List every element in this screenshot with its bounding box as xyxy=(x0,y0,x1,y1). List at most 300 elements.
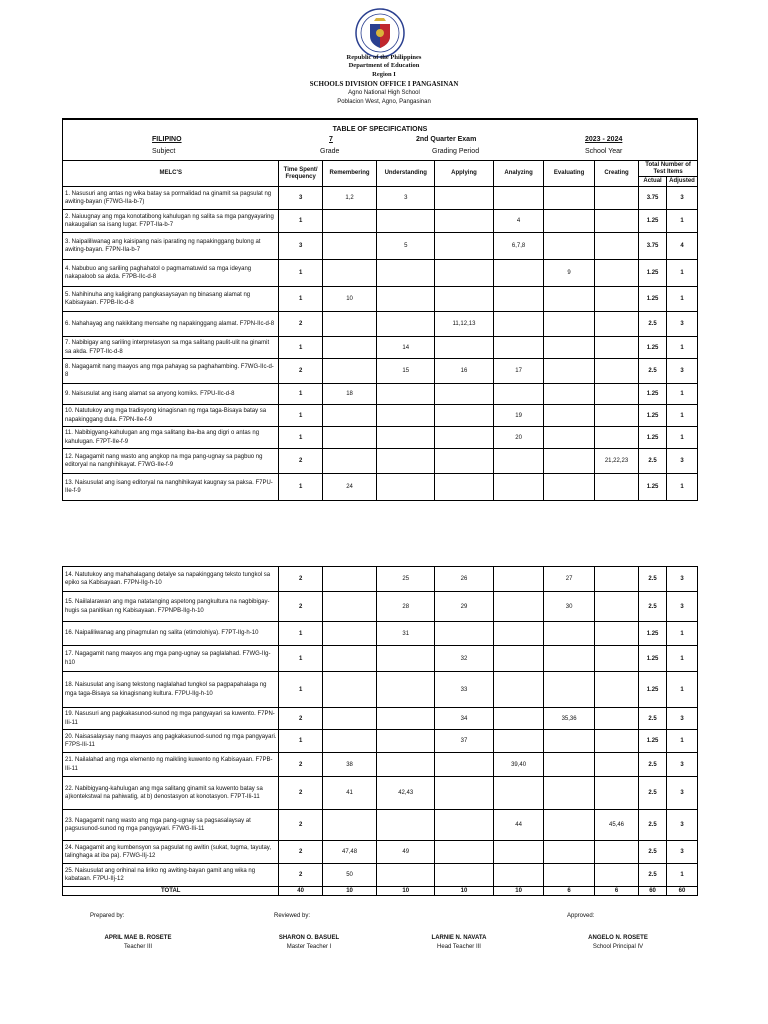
cell-remembering: 18 xyxy=(322,384,377,405)
cell-creating xyxy=(594,287,638,312)
cell-creating xyxy=(594,567,638,592)
tos-table-part2 xyxy=(62,566,698,896)
melc-text: 18. Naisusulat ang isang tekstong naglalahad tungkol sa pagpapahalaga ng mga taga-Bisaya sa kinagisnang kultura. F7PU-IIg-h-10 xyxy=(63,672,279,708)
cell-applying: 34 xyxy=(435,708,494,730)
cell-analyzing xyxy=(493,187,544,210)
cell-creating xyxy=(594,405,638,427)
cell-adjusted: 3 xyxy=(666,312,697,337)
subject-value: FILIPINO xyxy=(152,136,182,143)
cell-analyzing xyxy=(493,708,544,730)
cell-actual: 1.25 xyxy=(639,474,667,501)
cell-understanding xyxy=(377,427,435,449)
cell-actual: 2.5 xyxy=(639,864,667,887)
reviewer1-name: SHARON O. BASUEL xyxy=(278,935,340,941)
melc-text: 22. Nabibigyang-kahulugan ang mga salitang ginamit sa kuwento batay sa a)kontekstwal na pahiwatig, at b) denostasyon at konotasyon. F7PT-IIi-11 xyxy=(63,777,279,810)
tos-table-part1 xyxy=(62,160,698,501)
cell-applying xyxy=(435,337,494,359)
cell-actual: 2.5 xyxy=(639,708,667,730)
totals-row xyxy=(63,887,698,896)
cell-applying xyxy=(435,777,494,810)
cell-remembering xyxy=(322,730,377,753)
cell-analyzing xyxy=(493,567,544,592)
cell-understanding xyxy=(377,474,435,501)
cell-applying xyxy=(435,384,494,405)
header-republic: Republic of the Philippines xyxy=(346,54,422,61)
cell-applying xyxy=(435,427,494,449)
cell-time-spent: 1 xyxy=(279,260,322,287)
cell-evaluating xyxy=(544,359,595,384)
cell-applying xyxy=(435,233,494,260)
col-time-spent: Time Spent/ Frequency xyxy=(279,161,322,187)
col-evaluating: Evaluating xyxy=(544,161,595,187)
melc-text: 10. Natutukoy ang mga tradisyong kinagisnan ng mga taga-Bisaya batay sa napakinggang dula. F7PN-IIe-f-9 xyxy=(63,405,279,427)
cell-applying xyxy=(435,622,494,646)
cell-actual: 1.25 xyxy=(639,210,667,233)
cell-adjusted: 4 xyxy=(666,233,697,260)
preparer-name: APRIL MAE B. ROSETE xyxy=(104,935,172,941)
cell-time-spent: 2 xyxy=(279,708,322,730)
cell-evaluating: 9 xyxy=(544,260,595,287)
preparer-position: Teacher III xyxy=(123,944,152,950)
cell-evaluating xyxy=(544,449,595,474)
cell-time-spent: 1 xyxy=(279,210,322,233)
cell-adjusted: 1 xyxy=(666,646,697,672)
cell-time-spent: 1 xyxy=(279,337,322,359)
cell-remembering xyxy=(322,210,377,233)
totals-evaluating: 6 xyxy=(544,887,595,896)
cell-adjusted: 1 xyxy=(666,864,697,887)
melc-row xyxy=(63,622,698,646)
cell-analyzing xyxy=(493,384,544,405)
cell-understanding: 5 xyxy=(377,233,435,260)
grading-period-value: 2nd Quarter Exam xyxy=(416,136,477,143)
cell-understanding xyxy=(377,405,435,427)
cell-understanding xyxy=(377,864,435,887)
cell-evaluating xyxy=(544,187,595,210)
approver-name: ANGELO N. ROSETE xyxy=(588,935,648,941)
cell-adjusted: 3 xyxy=(666,359,697,384)
cell-time-spent: 2 xyxy=(279,841,322,864)
cell-time-spent: 2 xyxy=(279,864,322,887)
totals-time: 40 xyxy=(279,887,322,896)
melc-row xyxy=(63,730,698,753)
col-creating: Creating xyxy=(594,161,638,187)
melc-row xyxy=(63,260,698,287)
cell-creating xyxy=(594,337,638,359)
cell-evaluating xyxy=(544,427,595,449)
melc-text: 19. Nasusuri ang pagkakasunod-sunod ng mga pangyayari sa kuwento. F7PN-IIi-11 xyxy=(63,708,279,730)
cell-time-spent: 1 xyxy=(279,384,322,405)
cell-applying xyxy=(435,210,494,233)
melc-row xyxy=(63,405,698,427)
cell-actual: 1.25 xyxy=(639,427,667,449)
cell-actual: 2.5 xyxy=(639,312,667,337)
prepared-by-label: Prepared by: xyxy=(90,913,125,919)
grade-value: 7 xyxy=(329,136,333,143)
cell-evaluating xyxy=(544,405,595,427)
cell-remembering xyxy=(322,567,377,592)
cell-evaluating xyxy=(544,672,595,708)
cell-time-spent: 2 xyxy=(279,592,322,622)
cell-remembering xyxy=(322,359,377,384)
cell-actual: 1.25 xyxy=(639,287,667,312)
melc-row xyxy=(63,592,698,622)
cell-creating xyxy=(594,474,638,501)
cell-creating xyxy=(594,622,638,646)
cell-applying xyxy=(435,753,494,777)
melc-row xyxy=(63,187,698,210)
cell-evaluating xyxy=(544,622,595,646)
cell-creating xyxy=(594,260,638,287)
cell-understanding xyxy=(377,708,435,730)
cell-remembering: 47,48 xyxy=(322,841,377,864)
cell-understanding xyxy=(377,260,435,287)
cell-adjusted: 1 xyxy=(666,384,697,405)
melc-row xyxy=(63,210,698,233)
cell-analyzing: 20 xyxy=(493,427,544,449)
cell-applying xyxy=(435,474,494,501)
cell-creating xyxy=(594,592,638,622)
approved-label: Approved: xyxy=(567,913,595,919)
cell-evaluating: 35,36 xyxy=(544,708,595,730)
reviewed-by-label: Reviewed by: xyxy=(274,913,311,919)
cell-analyzing xyxy=(493,312,544,337)
col-remembering: Remembering xyxy=(322,161,377,187)
cell-time-spent: 1 xyxy=(279,474,322,501)
cell-remembering: 10 xyxy=(322,287,377,312)
cell-actual: 3.75 xyxy=(639,187,667,210)
cell-evaluating xyxy=(544,312,595,337)
cell-remembering: 50 xyxy=(322,864,377,887)
col-actual: Actual xyxy=(639,177,667,187)
cell-actual: 2.5 xyxy=(639,841,667,864)
reviewer2-position: Head Teacher III xyxy=(437,944,481,950)
cell-analyzing: 44 xyxy=(493,810,544,841)
cell-understanding xyxy=(377,287,435,312)
cell-applying: 26 xyxy=(435,567,494,592)
cell-time-spent: 1 xyxy=(279,427,322,449)
cell-creating xyxy=(594,708,638,730)
cell-creating xyxy=(594,427,638,449)
cell-adjusted: 1 xyxy=(666,405,697,427)
cell-time-spent: 2 xyxy=(279,359,322,384)
col-adjusted: Adjusted xyxy=(666,177,697,187)
cell-actual: 1.25 xyxy=(639,672,667,708)
cell-applying: 16 xyxy=(435,359,494,384)
cell-adjusted: 1 xyxy=(666,730,697,753)
cell-remembering xyxy=(322,592,377,622)
cell-understanding: 3 xyxy=(377,187,435,210)
cell-remembering xyxy=(322,622,377,646)
cell-analyzing xyxy=(493,646,544,672)
reviewer1-position: Master Teacher I xyxy=(286,944,332,950)
cell-understanding: 28 xyxy=(377,592,435,622)
melc-row xyxy=(63,841,698,864)
approver-position: School Principal IV xyxy=(592,944,644,950)
header-region: Region I xyxy=(372,71,396,78)
cell-adjusted: 3 xyxy=(666,708,697,730)
cell-evaluating: 27 xyxy=(544,567,595,592)
cell-understanding xyxy=(377,672,435,708)
cell-remembering xyxy=(322,672,377,708)
cell-actual: 1.25 xyxy=(639,730,667,753)
cell-time-spent: 2 xyxy=(279,567,322,592)
cell-understanding: 49 xyxy=(377,841,435,864)
cell-applying xyxy=(435,841,494,864)
col-understanding: Understanding xyxy=(377,161,435,187)
cell-time-spent: 1 xyxy=(279,646,322,672)
cell-analyzing: 4 xyxy=(493,210,544,233)
reviewer2-name: LARNIE N. NAVATA xyxy=(431,935,487,941)
cell-applying xyxy=(435,810,494,841)
cell-analyzing xyxy=(493,592,544,622)
cell-creating xyxy=(594,672,638,708)
cell-creating xyxy=(594,841,638,864)
cell-remembering: 1,2 xyxy=(322,187,377,210)
cell-creating: 21,22,23 xyxy=(594,449,638,474)
cell-adjusted: 1 xyxy=(666,622,697,646)
cell-remembering xyxy=(322,427,377,449)
totals-adjusted: 60 xyxy=(666,887,697,896)
cell-understanding xyxy=(377,810,435,841)
cell-creating xyxy=(594,646,638,672)
melc-row xyxy=(63,359,698,384)
totals-actual: 60 xyxy=(639,887,667,896)
cell-applying: 33 xyxy=(435,672,494,708)
header-row xyxy=(63,161,698,177)
cell-actual: 3.75 xyxy=(639,233,667,260)
header-school-address: Poblacion West, Agno, Pangasinan xyxy=(337,99,431,105)
cell-applying xyxy=(435,287,494,312)
cell-understanding xyxy=(377,312,435,337)
melc-text: 20. Naisasalaysay nang maayos ang pagkakasunod-sunod ng mga pangyayari. F7PS-IIi-11 xyxy=(63,730,279,753)
cell-adjusted: 1 xyxy=(666,337,697,359)
melc-text: 17. Nagagamit nang maayos ang mga pang-ugnay sa paglalahad. F7WG-IIg-h10 xyxy=(63,646,279,672)
melc-text: 9. Naisusulat ang isang alamat sa anyong komiks. F7PU-IIc-d-8 xyxy=(63,384,279,405)
cell-creating xyxy=(594,384,638,405)
cell-adjusted: 1 xyxy=(666,474,697,501)
cell-creating xyxy=(594,233,638,260)
cell-remembering xyxy=(322,810,377,841)
cell-adjusted: 1 xyxy=(666,427,697,449)
melc-row xyxy=(63,810,698,841)
melc-row xyxy=(63,287,698,312)
melc-row xyxy=(63,233,698,260)
cell-understanding: 15 xyxy=(377,359,435,384)
cell-adjusted: 3 xyxy=(666,841,697,864)
cell-actual: 1.25 xyxy=(639,384,667,405)
cell-applying: 11,12,13 xyxy=(435,312,494,337)
cell-evaluating xyxy=(544,337,595,359)
cell-analyzing: 39,40 xyxy=(493,753,544,777)
cell-actual: 1.25 xyxy=(639,260,667,287)
cell-actual: 2.5 xyxy=(639,449,667,474)
melc-text: 14. Natutukoy ang mahahalagang detalye sa napakinggang teksto tungkol sa epiko sa Kabisayaan. F7PN-IIg-h-10 xyxy=(63,567,279,592)
cell-evaluating xyxy=(544,777,595,810)
cell-understanding: 14 xyxy=(377,337,435,359)
cell-applying: 37 xyxy=(435,730,494,753)
melc-text: 8. Nagagamit nang maayos ang mga pahayag sa paghahambing. F7WG-IIc-d-8 xyxy=(63,359,279,384)
cell-actual: 1.25 xyxy=(639,337,667,359)
cell-analyzing xyxy=(493,449,544,474)
cell-time-spent: 2 xyxy=(279,777,322,810)
cell-creating xyxy=(594,753,638,777)
cell-applying xyxy=(435,405,494,427)
melc-row xyxy=(63,672,698,708)
cell-remembering xyxy=(322,708,377,730)
cell-creating xyxy=(594,312,638,337)
cell-actual: 1.25 xyxy=(639,646,667,672)
cell-understanding xyxy=(377,753,435,777)
cell-understanding xyxy=(377,730,435,753)
cell-analyzing xyxy=(493,260,544,287)
melc-row xyxy=(63,384,698,405)
cell-time-spent: 1 xyxy=(279,287,322,312)
cell-applying xyxy=(435,260,494,287)
cell-analyzing: 17 xyxy=(493,359,544,384)
header-school-name: Agno National High School xyxy=(348,90,420,96)
cell-evaluating xyxy=(544,730,595,753)
cell-adjusted: 1 xyxy=(666,260,697,287)
cell-evaluating xyxy=(544,753,595,777)
cell-evaluating xyxy=(544,810,595,841)
cell-remembering xyxy=(322,260,377,287)
cell-understanding xyxy=(377,449,435,474)
cell-creating xyxy=(594,864,638,887)
totals-label: TOTAL xyxy=(63,887,279,896)
cell-adjusted: 1 xyxy=(666,672,697,708)
cell-analyzing xyxy=(493,777,544,810)
cell-evaluating xyxy=(544,841,595,864)
cell-time-spent: 3 xyxy=(279,187,322,210)
totals-applying: 10 xyxy=(435,887,494,896)
cell-adjusted: 1 xyxy=(666,210,697,233)
cell-analyzing xyxy=(493,337,544,359)
cell-remembering: 38 xyxy=(322,753,377,777)
cell-understanding: 42,43 xyxy=(377,777,435,810)
cell-creating: 45,46 xyxy=(594,810,638,841)
deped-seal-logo xyxy=(355,8,405,58)
melc-text: 5. Nahihinuha ang kaligirang pangkasaysayan ng binasang alamat ng Kabisayaan. F7PB-IIc-d-8 xyxy=(63,287,279,312)
cell-creating xyxy=(594,210,638,233)
melc-text: 1. Nasusuri ang antas ng wika batay sa pormalidad na ginamit sa pagsulat ng awiting-bayan (F7WG-IIa-b-7) xyxy=(63,187,279,210)
cell-evaluating xyxy=(544,233,595,260)
school-year-value: 2023 - 2024 xyxy=(585,136,623,143)
cell-applying: 29 xyxy=(435,592,494,622)
cell-analyzing xyxy=(493,672,544,708)
cell-evaluating xyxy=(544,287,595,312)
cell-adjusted: 3 xyxy=(666,810,697,841)
cell-adjusted: 3 xyxy=(666,753,697,777)
cell-applying xyxy=(435,449,494,474)
cell-understanding: 25 xyxy=(377,567,435,592)
cell-remembering xyxy=(322,233,377,260)
cell-analyzing xyxy=(493,841,544,864)
melc-text: 24. Nagagamit ang kumbensyon sa pagsulat ng awitin (sukat, tugma, tayutay, talinghaga at iba pa). F7WG-IIj-12 xyxy=(63,841,279,864)
school-year-label: School Year xyxy=(585,148,623,155)
cell-analyzing xyxy=(493,287,544,312)
melc-text: 3. Naipaliliwanag ang kaisipang nais iparating ng napakinggang bulong at awiting-bayan. F7PN-IIa-b-7 xyxy=(63,233,279,260)
cell-adjusted: 1 xyxy=(666,287,697,312)
totals-creating: 6 xyxy=(594,887,638,896)
col-total-items: Total Number of Test Items xyxy=(639,161,698,177)
melc-row xyxy=(63,708,698,730)
cell-analyzing: 19 xyxy=(493,405,544,427)
cell-analyzing xyxy=(493,864,544,887)
melc-text: 6. Nahahayag ang nakikitang mensahe ng napakinggang alamat. F7PN-IIc-d-8 xyxy=(63,312,279,337)
cell-time-spent: 1 xyxy=(279,622,322,646)
melc-row xyxy=(63,646,698,672)
cell-remembering xyxy=(322,312,377,337)
cell-understanding xyxy=(377,210,435,233)
melc-row xyxy=(63,474,698,501)
cell-evaluating xyxy=(544,384,595,405)
cell-analyzing xyxy=(493,730,544,753)
cell-time-spent: 1 xyxy=(279,730,322,753)
totals-remembering: 10 xyxy=(322,887,377,896)
cell-understanding: 31 xyxy=(377,622,435,646)
tos-title: TABLE OF SPECIFICATIONS xyxy=(332,126,428,133)
cell-understanding xyxy=(377,646,435,672)
cell-analyzing: 6,7,8 xyxy=(493,233,544,260)
melc-text: 23. Nagagamit nang wasto ang mga pang-ugnay sa pagsasalaysay at pagsusunod-sunod ng mga pangyayari. F7WG-IIi-11 xyxy=(63,810,279,841)
cell-evaluating xyxy=(544,474,595,501)
col-melcs: MELC'S xyxy=(63,161,279,187)
cell-actual: 2.5 xyxy=(639,810,667,841)
cell-adjusted: 3 xyxy=(666,187,697,210)
cell-analyzing xyxy=(493,622,544,646)
melc-text: 11. Nabibigyang-kahulugan ang mga salitang iba-iba ang digri o antas ng kahulugan. F7PT-IIe-f-9 xyxy=(63,427,279,449)
melc-text: 2. Naiuugnay ang mga konotatibong kahulugan ng salita sa mga pangyayaring nakaugalian sa isang lugar. F7PT-IIa-b-7 xyxy=(63,210,279,233)
melc-row xyxy=(63,337,698,359)
cell-time-spent: 2 xyxy=(279,449,322,474)
melc-row xyxy=(63,777,698,810)
cell-remembering xyxy=(322,337,377,359)
cell-remembering: 41 xyxy=(322,777,377,810)
cell-remembering: 24 xyxy=(322,474,377,501)
cell-time-spent: 1 xyxy=(279,672,322,708)
melc-row xyxy=(63,864,698,887)
melc-text: 25. Naisusulat ang orihinal na liriko ng awiting-bayan gamit ang wika ng kabataan. F7PU-IIj-12 xyxy=(63,864,279,887)
cell-remembering xyxy=(322,449,377,474)
cell-creating xyxy=(594,777,638,810)
melc-row xyxy=(63,427,698,449)
subject-label: Subject xyxy=(152,148,176,155)
melc-text: 13. Naisusulat ang isang editoryal na nanghihikayat kaugnay sa paksa. F7PU-IIe-f-9 xyxy=(63,474,279,501)
cell-understanding xyxy=(377,384,435,405)
melc-text: 12. Nagagamit nang wasto ang angkop na mga pang-ugnay sa pagbuo ng editoryal na nanghihikayat. F7WG-IIe-f-9 xyxy=(63,449,279,474)
cell-time-spent: 2 xyxy=(279,312,322,337)
melc-text: 7. Nabibigay ang sariling interpretasyon sa mga salitang paulit-ulit na ginamit sa akda. F7PT-IIc-d-8 xyxy=(63,337,279,359)
cell-creating xyxy=(594,359,638,384)
grading-period-label: Grading Period xyxy=(432,148,480,155)
cell-evaluating: 30 xyxy=(544,592,595,622)
melc-text: 4. Nabubuo ang sariling paghahatol o pagmamatuwid sa mga ideyang nakapaloob sa akda. F7PB-IIc-d-8 xyxy=(63,260,279,287)
melc-text: 21. Nailalahad ang mga elemento ng maikling kuwento ng Kabisayaan. F7PB-IIi-11 xyxy=(63,753,279,777)
melc-row xyxy=(63,449,698,474)
melc-row xyxy=(63,312,698,337)
col-analyzing: Analyzing xyxy=(493,161,544,187)
cell-adjusted: 3 xyxy=(666,592,697,622)
header-divider xyxy=(62,118,698,120)
cell-creating xyxy=(594,730,638,753)
melc-row xyxy=(63,567,698,592)
cell-actual: 2.5 xyxy=(639,777,667,810)
melc-row xyxy=(63,753,698,777)
cell-adjusted: 3 xyxy=(666,449,697,474)
melc-text: 15. Naiilalarawan ang mga natatanging aspetong pangkultura na nagbibigay-hugis sa panitikan ng Kabisayaan. F7PNPB-IIg-h-10 xyxy=(63,592,279,622)
cell-time-spent: 2 xyxy=(279,753,322,777)
